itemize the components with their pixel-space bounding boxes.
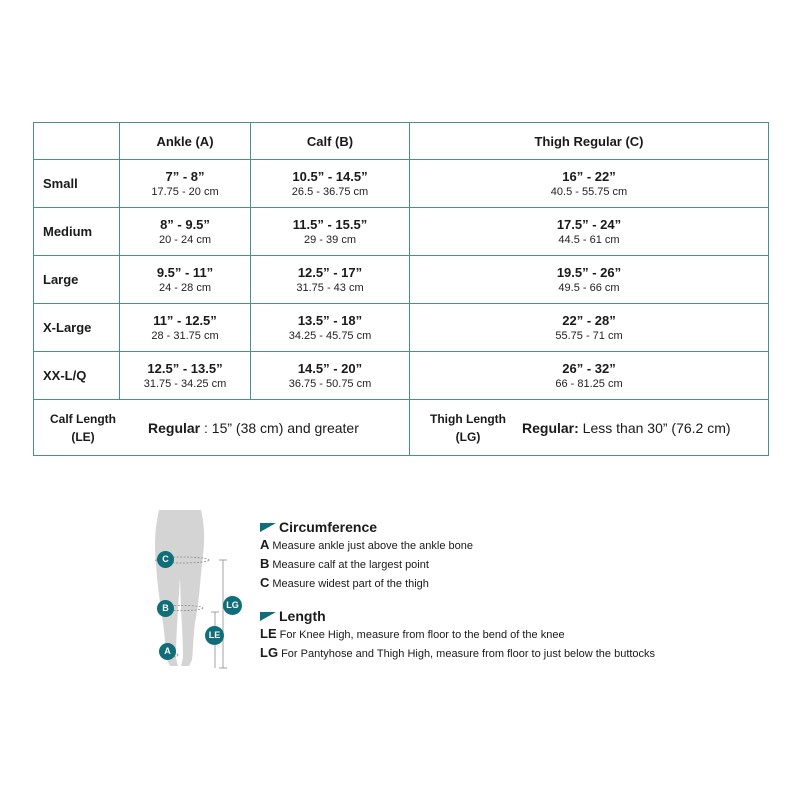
calf-inch: 14.5” - 20” xyxy=(297,360,363,376)
calf-cm: 31.75 - 43 cm xyxy=(296,281,364,294)
thigh-length-cell xyxy=(410,400,769,456)
thigh-cell xyxy=(410,256,769,304)
size-name: Medium xyxy=(34,208,120,256)
calf-cm: 34.25 - 45.75 cm xyxy=(288,329,372,342)
legend-text: Measure widest part of the thigh xyxy=(272,578,429,590)
ankle-cm: 24 - 28 cm xyxy=(159,281,211,294)
legend-key: LG xyxy=(260,645,279,660)
ankle-inch: 12.5” - 13.5” xyxy=(147,360,223,376)
size-name: XX-L/Q xyxy=(34,352,120,400)
calf-length-cell xyxy=(34,400,410,456)
thigh-cm: 40.5 - 55.75 cm xyxy=(550,185,628,198)
calf-inch: 13.5” - 18” xyxy=(297,312,363,328)
ankle-inch: 9.5” - 11” xyxy=(156,264,214,280)
calf-inch: 11.5” - 15.5” xyxy=(292,216,368,232)
calf-cell xyxy=(251,256,410,304)
table-header-row xyxy=(34,123,769,160)
ankle-cell xyxy=(120,160,251,208)
header-thigh: Thigh Regular (C) xyxy=(410,123,769,160)
circumference-heading xyxy=(260,518,780,536)
length-row xyxy=(34,400,769,456)
legend-text: Measure ankle just above the ankle bone xyxy=(272,540,473,552)
thigh-cell xyxy=(410,352,769,400)
table-row xyxy=(34,256,769,304)
thigh-length-value-rest: Less than 30” (76.2 cm) xyxy=(578,419,731,436)
legend-key: LE xyxy=(260,626,277,641)
legend-text: Measure calf at the largest point xyxy=(272,559,429,571)
marker-c: C xyxy=(157,551,174,568)
marker-lg: LG xyxy=(223,596,242,615)
thigh-cell xyxy=(410,208,769,256)
size-chart-table xyxy=(33,122,769,456)
legs-measurement-figure xyxy=(145,508,250,678)
thigh-length-label xyxy=(418,410,518,446)
calf-length-value-bold: Regular xyxy=(148,419,201,436)
legend-key: A xyxy=(260,537,270,552)
legend-key: B xyxy=(260,556,270,571)
calf-length-label xyxy=(38,410,128,446)
size-name: X-Large xyxy=(34,304,120,352)
ankle-cell xyxy=(120,352,251,400)
thigh-inch: 19.5” - 26” xyxy=(556,264,622,280)
thigh-cell xyxy=(410,160,769,208)
thigh-length-value xyxy=(522,419,731,437)
measurement-legend xyxy=(260,518,780,663)
legend-item-a xyxy=(260,536,780,555)
thigh-inch: 17.5” - 24” xyxy=(556,216,622,232)
calf-length-label-line2: (LE) xyxy=(71,429,95,444)
calf-length-value xyxy=(148,419,359,437)
size-name: Large xyxy=(34,256,120,304)
marker-a: A xyxy=(159,643,176,660)
thigh-length-label-line1: Thigh Length xyxy=(430,411,506,426)
legend-item-c xyxy=(260,574,780,593)
thigh-cm: 66 - 81.25 cm xyxy=(555,377,623,390)
calf-length-value-rest: : 15” (38 cm) and greater xyxy=(200,419,359,436)
ankle-inch: 8” - 9.5” xyxy=(160,216,210,232)
calf-cell xyxy=(251,304,410,352)
thigh-length-label-line2: (LG) xyxy=(455,429,481,444)
size-name: Small xyxy=(34,160,120,208)
calf-cm: 29 - 39 cm xyxy=(304,233,356,246)
legend-text: For Pantyhose and Thigh High, measure from floor to just below the buttocks xyxy=(281,648,656,660)
table-row xyxy=(34,160,769,208)
ankle-cell xyxy=(120,208,251,256)
legend-text: For Knee High, measure from floor to the bend of the knee xyxy=(279,629,565,641)
ankle-cm: 20 - 24 cm xyxy=(159,233,211,246)
ankle-cell xyxy=(120,304,251,352)
thigh-inch: 26” - 32” xyxy=(562,360,616,376)
flag-icon xyxy=(260,523,276,532)
ankle-inch: 7” - 8” xyxy=(165,168,205,184)
table-row xyxy=(34,352,769,400)
thigh-inch: 22” - 28” xyxy=(562,312,616,328)
table-row xyxy=(34,208,769,256)
legend-item-le xyxy=(260,625,780,644)
length-title: Length xyxy=(279,608,326,624)
calf-cell xyxy=(251,208,410,256)
header-calf: Calf (B) xyxy=(251,123,410,160)
length-heading xyxy=(260,607,780,625)
thigh-cm: 44.5 - 61 cm xyxy=(558,233,620,246)
ankle-cm: 28 - 31.75 cm xyxy=(151,329,219,342)
header-blank xyxy=(34,123,120,160)
thigh-cm: 49.5 - 66 cm xyxy=(558,281,620,294)
marker-le: LE xyxy=(205,626,224,645)
calf-length-label-line1: Calf Length xyxy=(50,411,116,426)
ankle-inch: 11” - 12.5” xyxy=(153,312,217,328)
ankle-cm: 17.75 - 20 cm xyxy=(151,185,219,198)
calf-inch: 10.5” - 14.5” xyxy=(292,168,368,184)
calf-inch: 12.5” - 17” xyxy=(297,264,363,280)
calf-cm: 36.75 - 50.75 cm xyxy=(288,377,372,390)
marker-b: B xyxy=(157,600,174,617)
table-row xyxy=(34,304,769,352)
circumference-title: Circumference xyxy=(279,519,378,535)
calf-cm: 26.5 - 36.75 cm xyxy=(291,185,369,198)
calf-cell xyxy=(251,160,410,208)
thigh-cell xyxy=(410,304,769,352)
ankle-cell xyxy=(120,256,251,304)
calf-cell xyxy=(251,352,410,400)
legend-item-lg xyxy=(260,644,780,663)
thigh-inch: 16” - 22” xyxy=(562,168,616,184)
ankle-cm: 31.75 - 34.25 cm xyxy=(143,377,227,390)
flag-icon xyxy=(260,612,276,621)
header-ankle: Ankle (A) xyxy=(120,123,251,160)
thigh-length-value-bold: Regular: xyxy=(522,419,579,436)
legend-key: C xyxy=(260,575,270,590)
legend-item-b xyxy=(260,555,780,574)
thigh-cm: 55.75 - 71 cm xyxy=(555,329,623,342)
